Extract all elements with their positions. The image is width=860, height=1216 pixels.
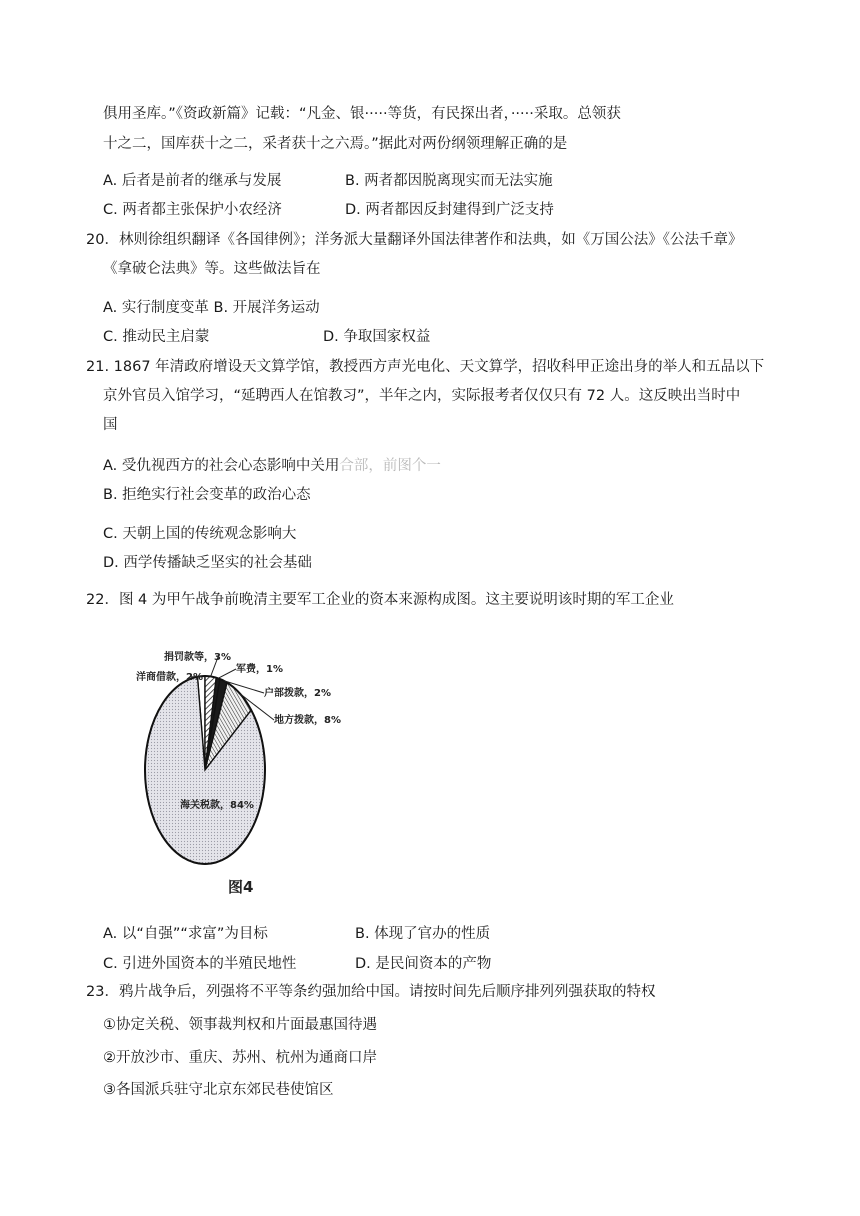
q19-stem-line2: 十之二，国库获十之二，采者获十之六焉。”据此对两份纲领理解正确的是 (103, 136, 568, 152)
q22-option-c: C. 引进外国资本的半殖民地性 (103, 956, 297, 972)
q23-item-2: ②开放沙市、重庆、苏州、杭州为通商口岸 (103, 1050, 377, 1066)
q22-option-a: A. 以“自强”“求富”为目标 (103, 926, 268, 942)
pie-slice-label: 洋商借款，2% (136, 672, 203, 683)
pie-slice-label: 地方拨款，8% (274, 715, 341, 726)
pie-slice-label: 海关税款，84% (180, 800, 254, 811)
q19-option-d: D. 两者都因反封建得到广泛支持 (345, 202, 554, 218)
q23-stem-line1: 23．鸦片战争后，列强将不平等条约强加给中国。请按时间先后顺序排列列强获取的特权 (86, 984, 656, 1000)
q21-option-d: D. 西学传播缺乏坚实的社会基础 (103, 555, 312, 571)
pie-leader-line (218, 669, 236, 678)
q20-option-ab: A. 实行制度变革 B. 开展洋务运动 (103, 300, 320, 316)
q21-option-b: B. 拒绝实行社会变革的政治心态 (103, 487, 311, 503)
q20-option-d: D. 争取国家权益 (323, 329, 431, 345)
pie-slice-label: 捐罚款等，3% (164, 652, 231, 663)
q21-option-a-text: A. 受仇视西方的社会心态影响中关用 (103, 458, 340, 474)
q20-option-c: C. 推动民主启蒙 (103, 329, 210, 345)
pie-chart (120, 630, 380, 900)
q19-option-c: C. 两者都主张保护小农经济 (103, 202, 282, 218)
q22-option-b: B. 体现了官办的性质 (355, 926, 491, 942)
q23-item-3: ③各国派兵驻守北京东郊民巷使馆区 (103, 1082, 334, 1098)
q21-stem-line3: 国 (103, 417, 118, 433)
q19-option-b: B. 两者都因脱离现实而无法实施 (345, 173, 553, 189)
q20-stem-line2: 《拿破仑法典》等。这些做法旨在 (103, 261, 321, 277)
q23-item-1: ①协定关税、领事裁判权和片面最惠国待遇 (103, 1017, 377, 1033)
q21-option-c: C. 天朝上国的传统观念影响大 (103, 526, 297, 542)
q20-stem-line1: 20．林则徐组织翻译《各国律例》；洋务派大量翻译外国法律著作和法典，如《万国公法》《公法千章》 (86, 232, 743, 248)
q19-option-a: A. 后者是前者的继承与发展 (103, 173, 282, 189)
q22-option-d: D. 是民间资本的产物 (355, 956, 492, 972)
q21-watermark-text: 合部，前图个一 (339, 458, 441, 474)
q21-stem-line1: 21. 1867 年清政府增设天文算学馆，教授西方声光电化、天文算学，招收科甲正途出身的举人和五品以下 (86, 359, 765, 375)
q22-stem-line1: 22．图 4 为甲午战争前晚清主要军工企业的资本来源构成图。这主要说明该时期的军工企业 (86, 592, 674, 608)
q19-stem-line1: 俱用圣库。”《资政新篇》记载：“凡金、银·····等货，有民探出者，·····采取。总领获 (103, 106, 621, 122)
pie-slice-label: 军费，1% (236, 664, 283, 675)
figure-caption: 图4 (228, 878, 254, 896)
figure-4 (120, 630, 380, 900)
q21-option-a (103, 456, 441, 476)
q21-stem-line2: 京外官员入馆学习，“延聘西人在馆教习”，半年之内，实际报考者仅仅只有 72 人。这反映出当时中 (103, 388, 741, 404)
pie-slice-label: 户部拨款，2% (264, 688, 331, 699)
